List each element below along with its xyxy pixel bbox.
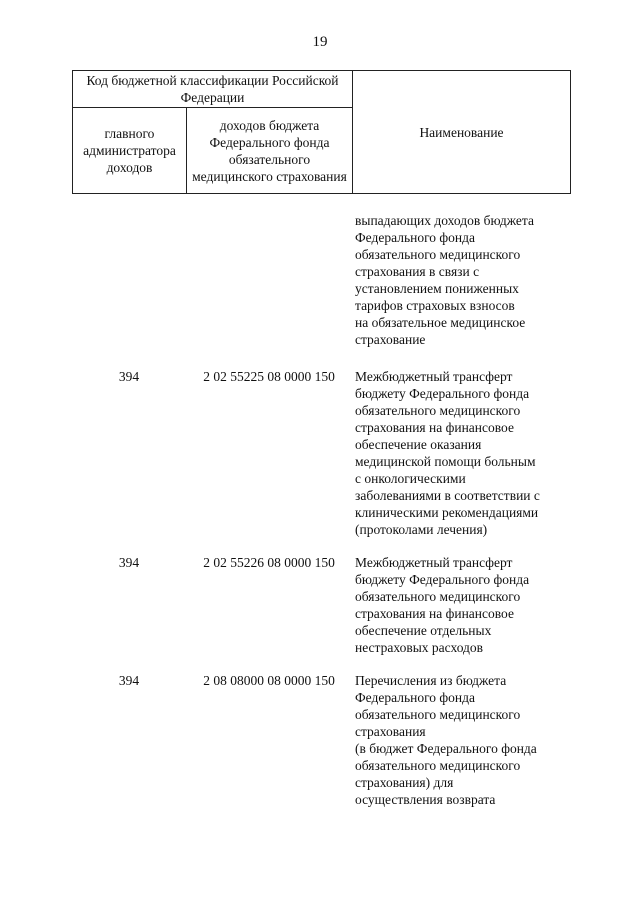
income-code: 2 08 08000 08 0000 150 xyxy=(203,673,335,688)
row-name: Перечисления из бюджета Федерального фонда обязательного медицинского страхования (в бюджет Федерального фонда обязательного медицинского страхования) для осуществления возврата xyxy=(355,673,537,807)
page-number: 19 xyxy=(312,34,328,50)
header-name-column: Наименование xyxy=(353,71,571,194)
header-income-column: доходов бюджета Федерального фонда обязательного медицинского страхования xyxy=(187,108,353,194)
row-name: Межбюджетный трансферт бюджету Федерального фонда обязательного медицинского страхования на финансовое обеспечение отдельных нестраховых расходов xyxy=(355,555,530,655)
admin-code: 394 xyxy=(118,555,140,570)
row-name: Межбюджетный трансферт бюджету Федерального фонда обязательного медицинского страхования на финансовое обеспечение оказания медицинской помощи больным с онкологическими заболеваниями в соответствии с клиническими рекомендациями (протоколами лечения) xyxy=(355,369,540,537)
row-name: выпадающих доходов бюджета Федерального фонда обязательного медицинского страхования в связи с установлением пониженных тарифов страховых взносов на обязательное медицинское страхование xyxy=(355,213,534,347)
header-group-title: Код бюджетной классификации Российской Федерации xyxy=(73,71,353,108)
admin-code: 394 xyxy=(118,369,140,384)
income-code: 2 02 55225 08 0000 150 xyxy=(203,369,335,384)
income-code: 2 02 55226 08 0000 150 xyxy=(203,555,335,570)
classification-header-table xyxy=(72,70,571,194)
header-admin-column: главного администратора доходов xyxy=(73,108,187,194)
admin-code: 394 xyxy=(118,673,140,688)
